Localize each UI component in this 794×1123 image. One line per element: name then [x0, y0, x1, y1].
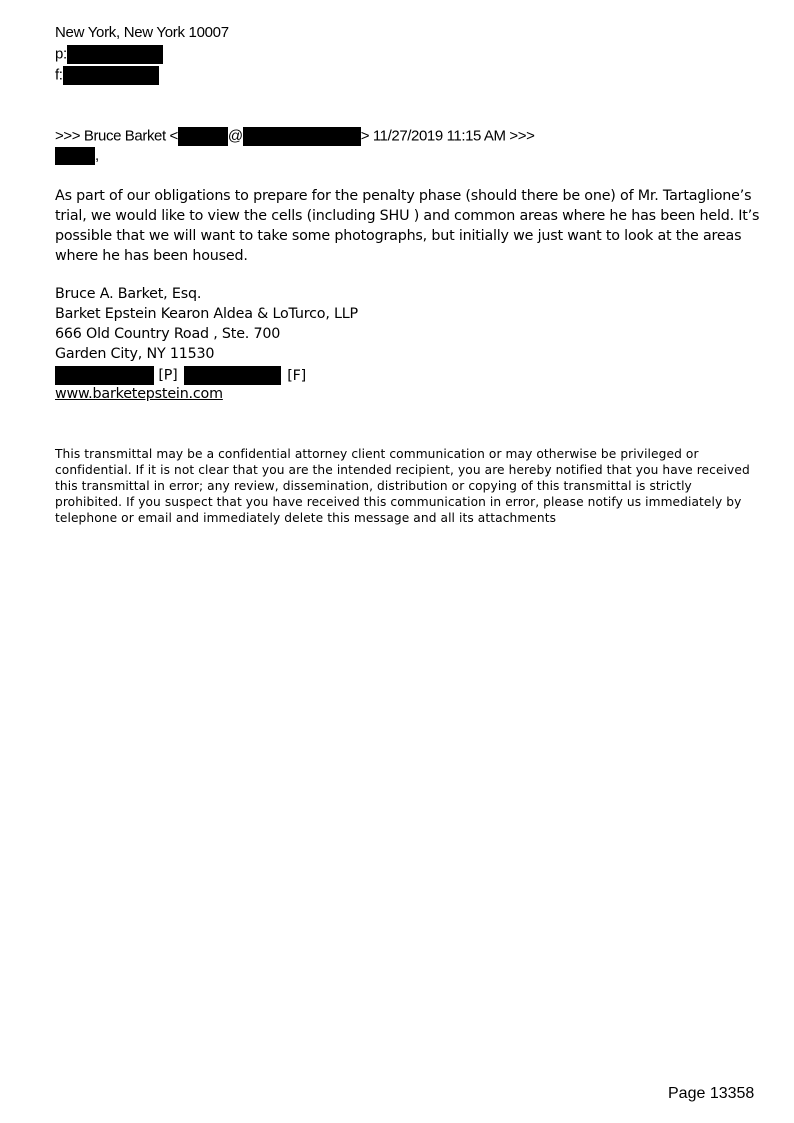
redaction-box — [184, 366, 281, 385]
greeting-line — [55, 147, 99, 165]
signature-address-line1: 666 Old Country Road , Ste. 700 — [55, 326, 281, 342]
phone-tag: [P] — [158, 367, 178, 384]
confidentiality-disclaimer: This transmittal may be a confidential attorney client communication or may otherwise be privileged or confidential. If it is not clear that you are the intended recipient, you are hereby notified that you have received this transmittal in error; any review, dissemination, distribution or copying of this transmittal is strictly prohibited. If you suspect that you have received this communication in error, please notify us immediately by telephone or email and immediately delete this message and all its attachments — [55, 447, 750, 525]
cut-off-address: New York, New York 10007 — [55, 24, 229, 40]
redaction-box — [67, 45, 163, 64]
signature-firm: Barket Epstein Kearon Aldea & LoTurco, LLP — [55, 306, 358, 322]
fax-label: f: — [55, 66, 63, 84]
redaction-box — [63, 66, 159, 85]
signature-phone-fax-line — [55, 366, 306, 385]
redaction-box — [55, 366, 154, 385]
email-header — [55, 127, 534, 146]
signature-address-line2: Garden City, NY 11530 — [55, 346, 215, 362]
fax-line — [55, 66, 159, 85]
redaction-box — [178, 127, 228, 146]
page-number: Page 13358 — [668, 1085, 755, 1102]
signature-name: Bruce A. Barket, Esq. — [55, 286, 202, 302]
greeting-punctuation: , — [95, 147, 99, 164]
fax-tag: [F] — [287, 367, 307, 384]
email-body-paragraph: As part of our obligations to prepare for the penalty phase (should there be one) of Mr. Tartaglione’s trial, we would like to view the cells (including SHU ) and common areas where he has been held. It’s possible that we will want to take some photographs, but initially we just want to look at the areas where he has been housed. — [55, 188, 760, 264]
email-header-suffix: > 11/27/2019 11:15 AM >>> — [360, 127, 535, 145]
email-at-sign: @ — [227, 127, 243, 145]
redaction-box — [55, 147, 95, 165]
phone-line — [55, 45, 163, 64]
phone-label: p: — [55, 45, 67, 63]
website-link[interactable]: www.barketepstein.com — [55, 386, 223, 402]
email-header-prefix: >>> Bruce Barket < — [55, 127, 178, 145]
cut-off-address-line — [55, 22, 315, 40]
redaction-box — [243, 127, 361, 146]
